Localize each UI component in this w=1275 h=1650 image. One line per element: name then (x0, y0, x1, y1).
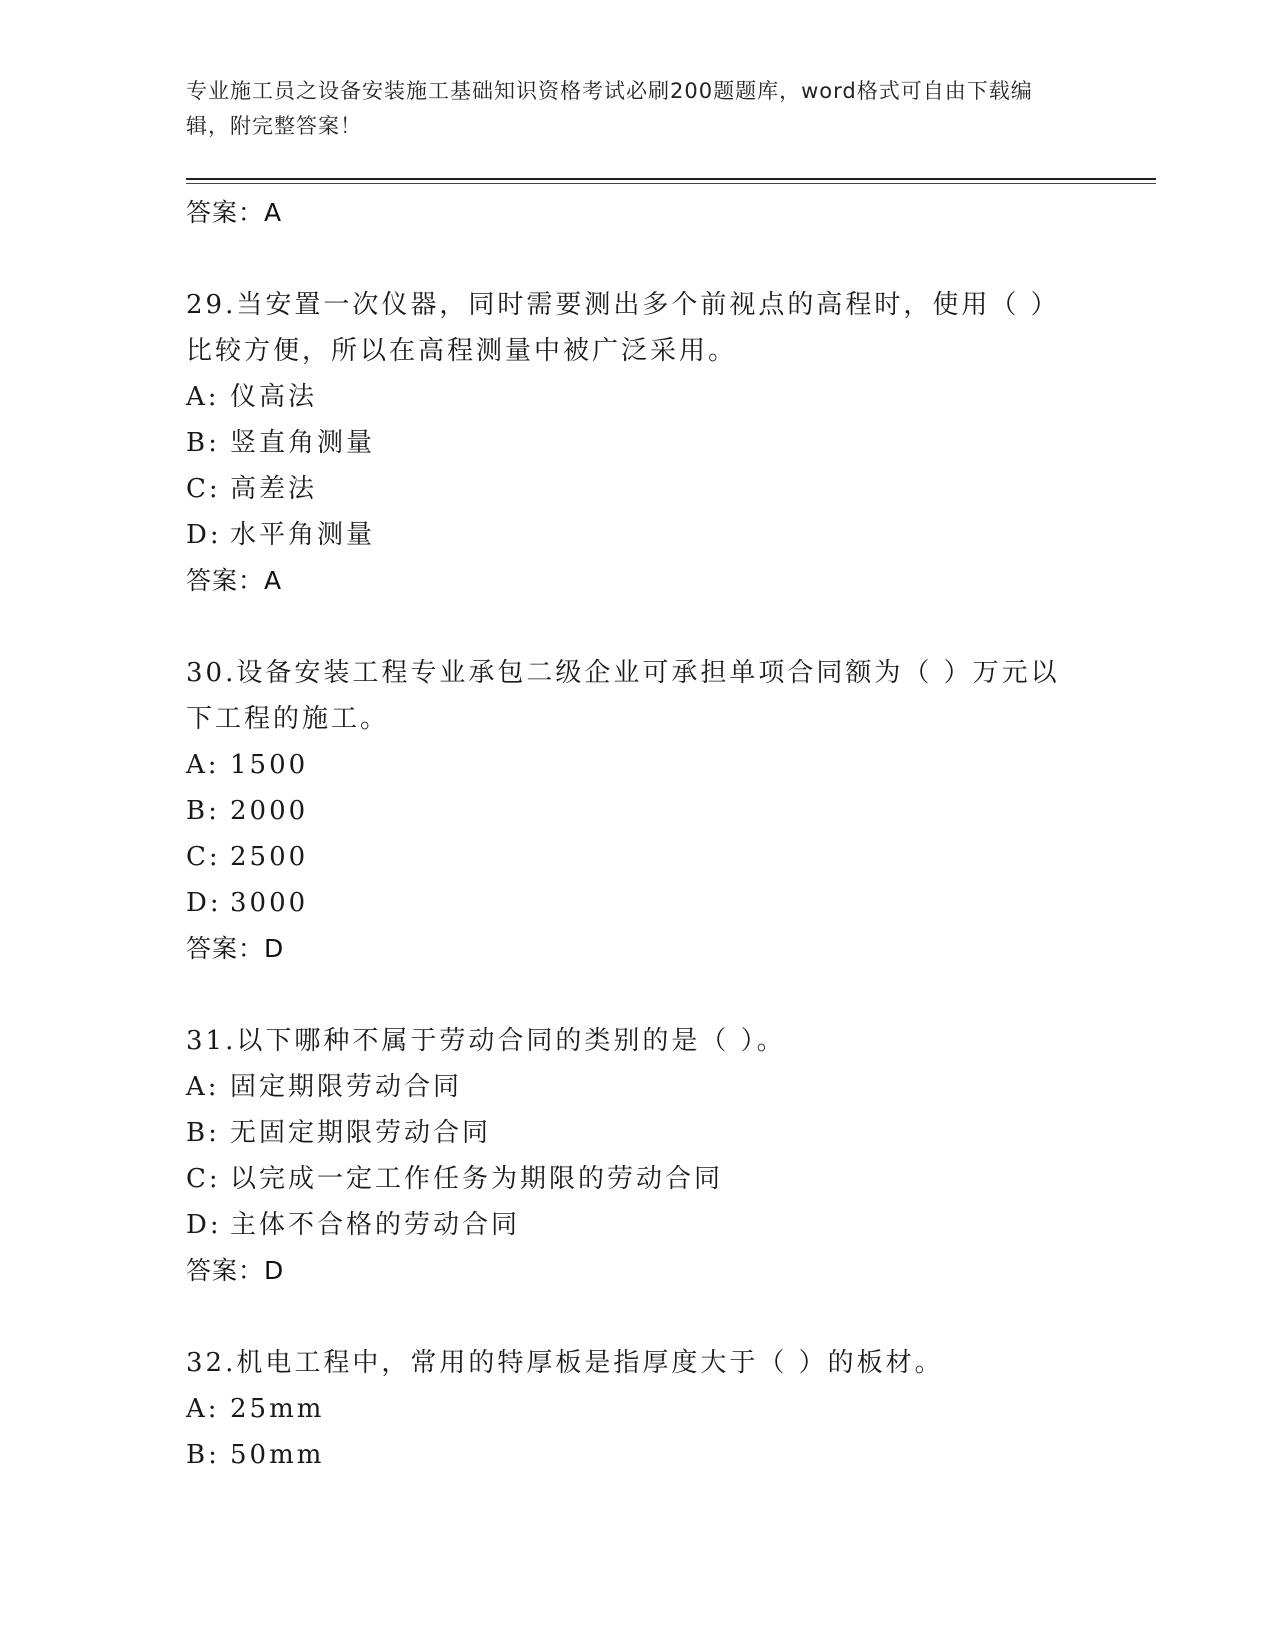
option-text: 水平角测量 (230, 520, 376, 550)
option-text: 主体不合格的劳动合同 (230, 1210, 521, 1240)
question-31 (186, 1018, 1066, 1294)
answer-line: 答案：A (186, 566, 283, 595)
question-stem: 32.机电工程中，常用的特厚板是指厚度大于（ ）的板材。 (186, 1348, 944, 1378)
option-b (186, 788, 1066, 834)
option-a (186, 374, 1066, 420)
option-b (186, 420, 1066, 466)
option-text: 3000 (230, 888, 309, 918)
option-d (186, 880, 1066, 926)
option-letter: D: (186, 1210, 222, 1240)
option-text: 50mm (230, 1440, 325, 1470)
option-b (186, 1432, 1066, 1478)
option-letter: B: (186, 428, 220, 458)
option-b (186, 1110, 1066, 1156)
question-list (186, 190, 1066, 1478)
option-letter: B: (186, 796, 220, 826)
option-letter: B: (186, 1118, 220, 1148)
question-29 (186, 282, 1066, 604)
header-divider-thick (186, 178, 1156, 180)
option-letter: A: (186, 382, 220, 412)
option-text: 2000 (230, 796, 309, 826)
option-a (186, 1386, 1066, 1432)
option-text: 仪高法 (230, 382, 318, 412)
option-text: 无固定期限劳动合同 (230, 1118, 492, 1148)
answer-line: 答案：D (186, 1256, 285, 1285)
option-c (186, 1156, 1066, 1202)
option-text: 高差法 (230, 474, 318, 504)
option-letter: A: (186, 1072, 220, 1102)
option-letter: D: (186, 520, 222, 550)
question-stem: 31.以下哪种不属于劳动合同的类别的是（ ）。 (186, 1026, 786, 1056)
header-divider-thin (186, 183, 1156, 184)
question-stem: 30.设备安装工程专业承包二级企业可承担单项合同额为（ ）万元以下工程的施工。 (186, 658, 1060, 734)
question-30 (186, 650, 1066, 972)
option-text: 固定期限劳动合同 (230, 1072, 463, 1102)
option-text: 25mm (230, 1394, 325, 1424)
option-letter: C: (186, 842, 221, 872)
answer-line: 答案：D (186, 934, 285, 963)
option-d (186, 1202, 1066, 1248)
question-stem: 29.当安置一次仪器，同时需要测出多个前视点的高程时，使用（ ）比较方便，所以在高程测量中被广泛采用。 (186, 290, 1060, 366)
option-text: 2500 (230, 842, 309, 872)
answer-line: 答案：A (186, 198, 283, 227)
option-a (186, 742, 1066, 788)
option-text: 1500 (230, 750, 309, 780)
document-header: 专业施工员之设备安装施工基础知识资格考试必刷200题题库，word格式可自由下载编辑，附完整答案！ (186, 79, 1033, 138)
option-letter: A: (186, 1394, 220, 1424)
option-letter: C: (186, 474, 221, 504)
option-text: 以完成一定工作任务为期限的劳动合同 (230, 1164, 724, 1194)
option-letter: C: (186, 1164, 221, 1194)
question-32 (186, 1340, 1066, 1478)
option-text: 竖直角测量 (230, 428, 376, 458)
option-letter: A: (186, 750, 220, 780)
option-letter: D: (186, 888, 222, 918)
option-letter: B: (186, 1440, 220, 1470)
option-c (186, 834, 1066, 880)
option-a (186, 1064, 1066, 1110)
option-d (186, 512, 1066, 558)
option-c (186, 466, 1066, 512)
